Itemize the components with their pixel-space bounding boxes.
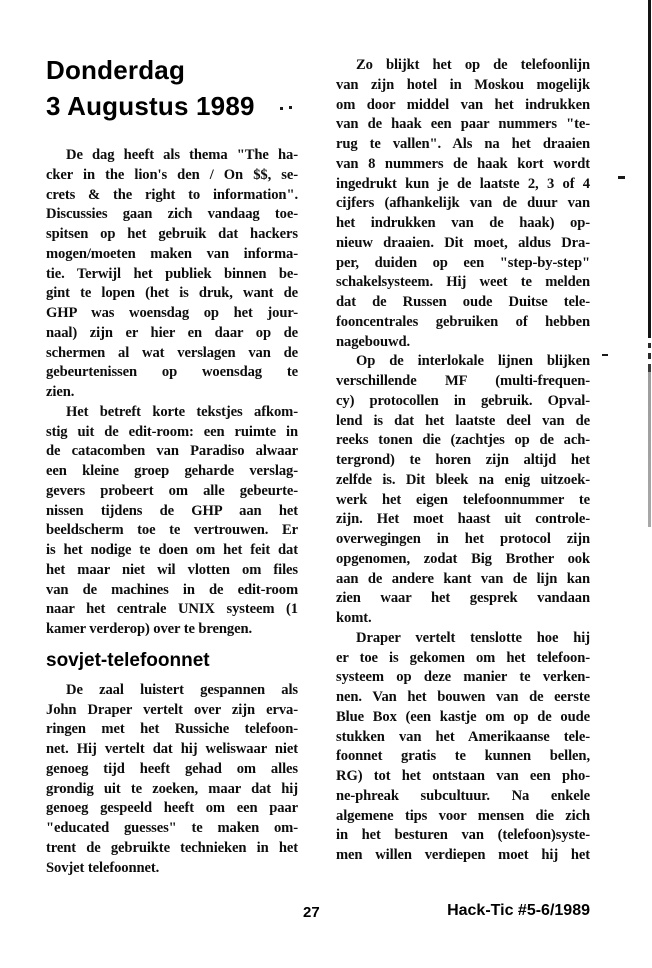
page-number: 27	[303, 904, 320, 921]
paragraph	[46, 681, 298, 879]
text-line: aan de andere kant van de lijn kan	[336, 570, 590, 587]
text-line: De dag heeft als thema "The ha-	[66, 147, 298, 163]
text-line: cijfers (afhankelijk van de duur van	[336, 195, 590, 212]
text-line: van 8 nummers de haak kort wordt	[336, 155, 590, 172]
text-line: Draper vertelt tenslotte hoe hij	[356, 629, 590, 646]
text-line: naal) zijn er hier en daar op de	[46, 324, 298, 341]
text-line: systeem op deze manier te verken-	[336, 669, 590, 686]
right-column	[336, 56, 590, 866]
text-line: De zaal luistert gespannen als	[66, 681, 298, 698]
text-line: gint te lopen (het is druk, want de	[46, 285, 298, 302]
text-line: schakelsysteem. Hij weet te melden	[336, 274, 590, 291]
text-line: grondig uit te zoeken, maar dat hij	[46, 780, 298, 797]
text-line: Zo blijkt het op de telefoonlijn	[356, 57, 590, 73]
text-line: foonnet gratis te kunnen bellen,	[336, 748, 590, 765]
page-title-line1: Donderdag	[46, 55, 186, 85]
text-line: beeldscherm toe te vertrouwen. Er	[46, 522, 298, 539]
paragraph	[336, 56, 590, 352]
scan-speck	[618, 176, 625, 179]
text-line: lend is dat het laatste deel van de	[336, 412, 590, 429]
text-line: ingedrukt kun je de laatste 2, 3 of 4	[336, 175, 590, 192]
text-line: de catacomben van Paradiso alwaar	[46, 443, 298, 460]
text-line: ringen met het Russiche telefoon-	[46, 721, 298, 738]
paragraph	[46, 403, 298, 640]
text-line: tie. Terwijl het publiek binnen be-	[46, 265, 298, 282]
text-line: net. Hij vertelt dat hij weliswaar niet	[46, 741, 298, 757]
text-line: fooncentrales gebruiken of hebben	[336, 313, 590, 330]
text-line: crets & the right to information".	[46, 186, 298, 203]
paragraph	[46, 146, 298, 403]
text-line: tergrond) te horen zijn altijd het	[336, 452, 590, 468]
page-title	[46, 52, 298, 124]
text-line: is het nodige te doen om het feit dat	[46, 542, 298, 558]
text-line: per, duiden op een "step-by-step"	[336, 254, 590, 271]
text-line: in het besturen van (telefoon)syste-	[336, 827, 590, 844]
text-line: stukken van het Amerikaanse tele-	[336, 728, 590, 745]
text-line: het indrukken van de haak) op-	[336, 215, 590, 231]
left-column	[46, 52, 298, 878]
text-line: mogen/moeten maken van informa-	[46, 245, 298, 262]
text-line: overwegingen in het protocol zijn	[336, 531, 590, 547]
text-line: naar het centrale UNIX systeem (1	[46, 601, 298, 618]
page-title-line2: 3 Augustus 1989	[46, 91, 255, 121]
text-line: gevers probeert om alle gebeurte-	[46, 482, 298, 499]
text-line: ne-phreak subcultuur. Na enkele	[336, 787, 590, 804]
text-line: reeks tonen die (zachtjes op de ach-	[336, 432, 590, 449]
scan-speck	[602, 354, 608, 356]
magazine-title: Hack-Tic #5-6/1989	[447, 902, 590, 919]
text-line: nen. Van het bouwen van de eerste	[336, 689, 590, 705]
text-line: "educated guesses" te maken om-	[46, 820, 298, 836]
text-line: dat de Russen oude Duitse tele-	[336, 294, 590, 310]
text-line: stig uit de edit-room: een ruimte in	[46, 423, 298, 440]
paragraph	[336, 629, 590, 866]
text-line: werk het eigen telefoonnummer te	[336, 491, 590, 508]
text-line: nieuw draaien. Dit moet, aldus Dra-	[336, 234, 590, 251]
text-line: van de machines in de edit-room	[46, 581, 298, 598]
text-line: RG) tot het ontstaan van een pho-	[336, 768, 590, 784]
text-line: spitsen op het gebruik dat hackers	[46, 226, 298, 242]
text-line: van zijn hotel in Moskou mogelijk	[336, 76, 590, 93]
section-heading: sovjet-telefoonnet	[46, 649, 210, 671]
text-line: om door middel van het indrukken	[336, 96, 590, 113]
text-line: genoeg tijd heeft gehad om alles	[46, 760, 298, 777]
text-line: verschillende MF (multi-frequen-	[336, 373, 590, 389]
text-line: Sovjet telefoonnet.	[46, 859, 160, 876]
text-line: cker in the lion's den / On $$, se-	[46, 166, 298, 183]
text-line: GHP was woensdag op het jour-	[46, 305, 298, 321]
text-line: Het betreft korte tekstjes afkom-	[66, 403, 298, 420]
text-line: John Draper vertelt over zijn erva-	[46, 701, 298, 718]
text-line: algemene tips voor mensen die zich	[336, 807, 590, 824]
text-line: gebeurtenissen op woensdag te	[46, 364, 298, 381]
text-line: het maar niet wil vlotten om files	[46, 561, 298, 578]
text-line: komt.	[336, 610, 372, 626]
text-line: nissen tijdens de GHP aan het	[46, 502, 298, 519]
text-line: cy) protocollen in gebruik. Opval-	[336, 392, 590, 409]
text-line: Op de interlokale lijnen blijken	[356, 353, 590, 370]
text-line: zijn. Het moet haast uit controle-	[336, 511, 590, 528]
page-footer	[0, 902, 652, 928]
text-line: nagebouwd.	[336, 333, 411, 350]
text-line: rug te vallen". Als na het draaien	[336, 136, 590, 152]
text-line: Blue Box (een kastje om op de oude	[336, 708, 590, 725]
text-line: Discussies gaan zich vandaag toe-	[46, 206, 298, 223]
text-line: men willen verdiepen moet hij het	[336, 847, 590, 863]
scan-edge-artifact	[648, 0, 651, 530]
text-line: kamer verderop) over te brengen.	[46, 621, 253, 637]
paragraph	[336, 352, 590, 629]
text-line: genoeg gespeeld heeft om een paar	[46, 800, 298, 817]
text-line: zien waar het gesprek vandaan	[336, 590, 590, 607]
text-line: van de haak een paar nummers "te-	[336, 116, 590, 133]
text-line: er toe is gekomen om het telefoon-	[336, 649, 590, 666]
text-line: een kleine groep geharde verslag-	[46, 463, 298, 479]
text-line: zelfde is. Dit bleek na enig uitzoek-	[336, 471, 590, 488]
text-line: zien.	[46, 384, 75, 400]
text-line: trent de gebruikte technieken in het	[46, 839, 298, 856]
text-line: schermen al wat verslagen van de	[46, 344, 298, 361]
text-line: opgenomen, zodat Big Brother ook	[336, 550, 590, 567]
